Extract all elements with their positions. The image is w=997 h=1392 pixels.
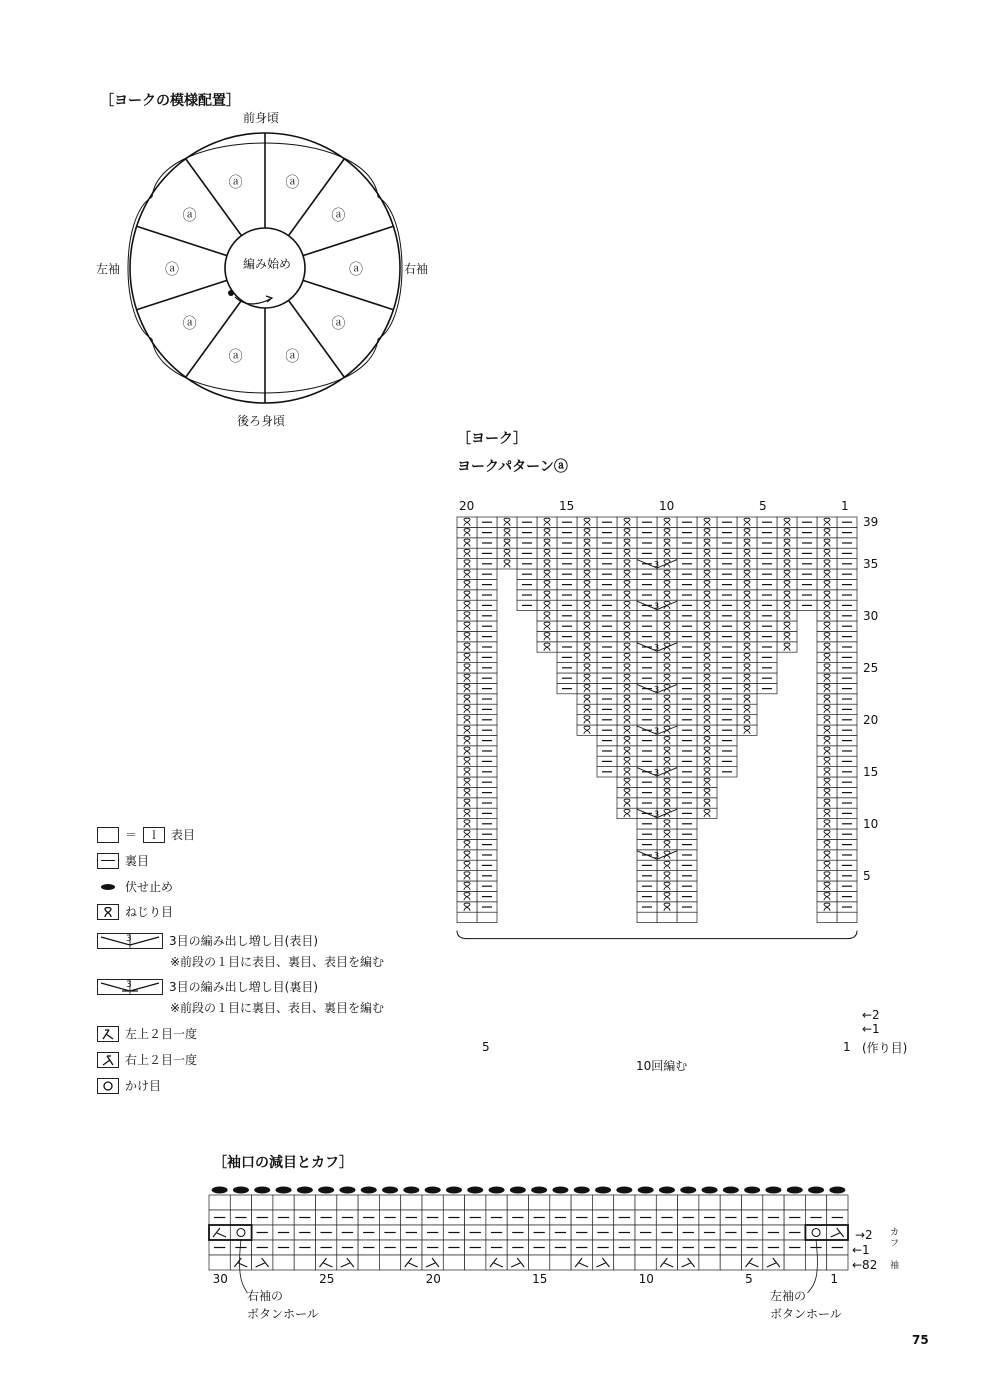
increase-mark-number: 3 xyxy=(654,851,660,861)
yarn-over-icon xyxy=(97,1078,119,1094)
bind-off-stitch xyxy=(233,1187,249,1194)
cuff-cell xyxy=(678,1195,699,1210)
cuff-row82-marker: ←82 xyxy=(852,1258,878,1272)
increase-purl-icon xyxy=(97,979,163,995)
yoke-top-number: 1 xyxy=(841,499,849,513)
cuff-column-number: 15 xyxy=(532,1272,548,1286)
yoke-row-number: 35 xyxy=(863,556,879,571)
bind-off-stitch xyxy=(254,1187,270,1194)
yoke-row-number: 5 xyxy=(863,868,871,883)
bind-off-stitch xyxy=(212,1187,228,1194)
legend-twisted xyxy=(97,903,173,920)
cuff-cell xyxy=(209,1255,230,1270)
legend-inc-purl-note: ※前段の１目に裏目、表目、裏目を編む xyxy=(170,1001,385,1015)
cuff-cell xyxy=(379,1195,400,1210)
cuff-cell xyxy=(805,1255,826,1270)
cuff-cell xyxy=(720,1195,741,1210)
cuff-cell xyxy=(379,1255,400,1270)
legend-knit-text: 表目 xyxy=(171,828,196,842)
cuff-cell xyxy=(784,1195,805,1210)
cuff-cell xyxy=(209,1195,230,1210)
yoke-cell xyxy=(837,912,857,922)
repeat-note: 10回編む xyxy=(632,1057,691,1074)
yoke-top-number: 5 xyxy=(759,499,767,513)
yoke-cell xyxy=(477,912,497,922)
bind-off-stitch xyxy=(276,1187,292,1194)
bind-off-stitch xyxy=(659,1187,675,1194)
legend-twisted-text: ねじり目 xyxy=(125,905,174,919)
sector-divider xyxy=(137,280,227,309)
bind-off-stitch xyxy=(297,1187,313,1194)
legend-yo xyxy=(97,1077,161,1094)
cuff-cell xyxy=(720,1255,741,1270)
bind-off-stitch xyxy=(382,1187,398,1194)
cuff-cell xyxy=(401,1255,422,1270)
cuff-cell xyxy=(763,1195,784,1210)
cuff-column-number: 1 xyxy=(830,1272,838,1286)
cuff-cell xyxy=(529,1255,550,1270)
sector-mark-a: ⓐ xyxy=(331,207,346,224)
repeat-bracket xyxy=(457,931,857,939)
yoke-pattern-chart xyxy=(440,490,960,1080)
legend-ssk-text: 右上２目一度 xyxy=(125,1053,198,1067)
cuff-cell xyxy=(529,1195,550,1210)
yoke-layout-heading: ［ヨークの模様配置］ xyxy=(100,93,240,109)
page-number: 75 xyxy=(912,1333,929,1347)
cuff-row2-marker: →2 xyxy=(855,1228,873,1242)
back-body-label: 後ろ身頃 xyxy=(237,414,286,428)
twisted-stitch-icon xyxy=(97,904,119,920)
yoke-top-number: 15 xyxy=(559,499,575,513)
yoke-cell xyxy=(817,912,837,922)
increase-mark-number: 3 xyxy=(654,601,660,611)
cuff-cell xyxy=(486,1195,507,1210)
cuff-cell xyxy=(422,1195,443,1210)
bind-off-stitch xyxy=(616,1187,632,1194)
yoke-row2-marker: ←2 xyxy=(862,1008,880,1022)
legend-purl-text: 裏目 xyxy=(125,854,150,868)
increase-mark-number: 3 xyxy=(654,560,660,569)
yoke-cell xyxy=(677,912,697,922)
cuff-cell xyxy=(230,1225,251,1240)
cuff-cell xyxy=(209,1225,230,1240)
cuff-column-number: 25 xyxy=(319,1272,335,1286)
increase-mark-number: 3 xyxy=(654,809,660,819)
right-sleeve-label: 右袖 xyxy=(404,262,429,276)
yoke-row-number: 39 xyxy=(863,515,879,529)
cuff-cell xyxy=(294,1195,315,1210)
cuff-cell xyxy=(656,1195,677,1210)
yoke-pattern-title: ヨークパターンⓐ xyxy=(457,459,568,475)
bind-off-stitch xyxy=(808,1187,824,1194)
bind-off-stitch xyxy=(361,1187,377,1194)
cuff-cell xyxy=(827,1195,848,1210)
bind-off-stitch xyxy=(552,1187,568,1194)
legend-inc-knit-note: ※前段の１目に表目、裏目、表目を編む xyxy=(170,955,385,969)
k2tog-icon xyxy=(97,1026,119,1042)
start-label: 編み始め xyxy=(243,257,292,271)
cuff-heading: ［袖口の減目とカフ］ xyxy=(213,1155,353,1171)
bind-off-stitch xyxy=(765,1187,781,1194)
sleeve-side-note: 袖 xyxy=(890,1261,900,1271)
cuff-cell xyxy=(571,1255,592,1270)
sector-mark-a: ⓐ xyxy=(182,207,197,224)
bind-off-stitch xyxy=(744,1187,760,1194)
cuff-cell xyxy=(273,1195,294,1210)
ssk-icon xyxy=(97,1052,119,1068)
cuff-cell xyxy=(507,1195,528,1210)
cuff-cell xyxy=(230,1195,251,1210)
cuff-cell xyxy=(358,1195,379,1210)
sector-mark-a: ⓐ xyxy=(285,174,300,191)
increase-purl-mark: 3 xyxy=(126,979,132,990)
sector-mark-a: ⓐ xyxy=(331,316,346,333)
increase-mark-number: 3 xyxy=(654,726,660,736)
start-dot xyxy=(228,290,234,296)
cuff-cell xyxy=(443,1255,464,1270)
cuff-cell xyxy=(337,1255,358,1270)
bind-off-stitch xyxy=(680,1187,696,1194)
purl-symbol-icon xyxy=(97,853,119,869)
sector-mark-a: ⓐ xyxy=(228,349,243,366)
bind-off-stitch xyxy=(723,1187,739,1194)
legend-purl xyxy=(97,852,149,869)
cuff-cell xyxy=(742,1195,763,1210)
sector-mark-a: ⓐ xyxy=(165,262,179,278)
sector-divider xyxy=(303,280,393,309)
cuff-cell xyxy=(273,1255,294,1270)
sector-mark-a: ⓐ xyxy=(285,349,300,366)
cuff-column-number: 5 xyxy=(745,1272,753,1286)
cuff-column-number: 10 xyxy=(638,1272,654,1286)
bind-off-icon xyxy=(97,884,119,890)
cuff-cell xyxy=(827,1255,848,1270)
yoke-cell xyxy=(657,912,677,922)
yoke-row-number: 25 xyxy=(863,660,879,675)
cuff-cell xyxy=(699,1195,720,1210)
yoke-cell xyxy=(457,912,477,922)
cuff-cell xyxy=(294,1255,315,1270)
cuff-cell xyxy=(763,1255,784,1270)
bind-off-stitch xyxy=(829,1187,845,1194)
right-buttonhole-line2: ボタンホール xyxy=(247,1307,319,1321)
cuff-cell xyxy=(422,1255,443,1270)
knit-box-icon: Ｉ xyxy=(143,827,165,843)
front-body-label: 前身頃 xyxy=(243,111,280,125)
cuff-cell xyxy=(486,1255,507,1270)
cuff-cell xyxy=(571,1195,592,1210)
cuff-cell xyxy=(465,1255,486,1270)
cuff-cell xyxy=(337,1195,358,1210)
bind-off-stitch xyxy=(446,1187,462,1194)
cuff-cell xyxy=(252,1195,273,1210)
cuff-cell xyxy=(614,1255,635,1270)
cuff-cell xyxy=(465,1195,486,1210)
bind-off-stitch xyxy=(595,1187,611,1194)
bind-off-stitch xyxy=(638,1187,654,1194)
legend-knit xyxy=(97,826,195,843)
increase-knit-mark: 3 xyxy=(126,933,132,944)
cuff-cell xyxy=(592,1195,613,1210)
legend-bind-off xyxy=(97,878,173,895)
sector-divider xyxy=(137,226,227,255)
legend-inc-knit-text: 3目の編み出し増し目(表目) xyxy=(169,934,318,948)
cast-on-note: (作り目) xyxy=(862,1041,908,1055)
cuff-side-note: カフ xyxy=(890,1228,900,1249)
legend-equals: ＝ xyxy=(125,828,138,842)
sector-divider xyxy=(303,226,393,255)
cuff-cell xyxy=(230,1255,251,1270)
cuff-column-number: 20 xyxy=(425,1272,441,1286)
bind-off-stitch xyxy=(489,1187,505,1194)
left-sleeve-label: 左袖 xyxy=(96,262,121,276)
cuff-cell xyxy=(699,1255,720,1270)
cuff-cell xyxy=(742,1255,763,1270)
increase-knit-icon xyxy=(97,933,163,949)
sector-mark-a: ⓐ xyxy=(349,262,363,278)
legend-inc-purl xyxy=(97,978,318,995)
bind-off-stitch xyxy=(702,1187,718,1194)
cuff-row1-marker: ←1 xyxy=(852,1243,870,1257)
cuff-cell xyxy=(656,1255,677,1270)
increase-mark-number: 3 xyxy=(654,684,660,694)
bind-off-stitch xyxy=(403,1187,419,1194)
yoke-top-number: 20 xyxy=(459,499,475,513)
sector-mark-a: ⓐ xyxy=(182,316,197,333)
legend-yo-text: かけ目 xyxy=(125,1079,162,1093)
cuff-cell xyxy=(635,1195,656,1210)
yoke-heading: ［ヨーク］ xyxy=(457,431,527,447)
yoke-row1-marker: ←1 xyxy=(862,1022,880,1036)
bind-off-stitch xyxy=(574,1187,590,1194)
yoke-row-number: 10 xyxy=(863,816,879,831)
sector-mark-a: ⓐ xyxy=(228,174,243,191)
legend-inc-knit xyxy=(97,932,318,949)
increase-mark-number: 3 xyxy=(654,643,660,653)
legend-k2tog-text: 左上２目一度 xyxy=(125,1027,198,1041)
legend-inc-purl-text: 3目の編み出し増し目(裏目) xyxy=(169,980,318,994)
cuff-cell xyxy=(592,1255,613,1270)
cuff-cell xyxy=(252,1255,273,1270)
yoke-row-number: 20 xyxy=(863,712,879,727)
cuff-cell xyxy=(316,1255,337,1270)
legend-bind-off-text: 伏せ止め xyxy=(125,880,174,894)
yoke-bottom-right-number: 1 xyxy=(843,1040,851,1054)
bind-off-stitch xyxy=(510,1187,526,1194)
cuff-cell xyxy=(316,1195,337,1210)
yoke-bottom-left-number: 5 xyxy=(482,1040,490,1054)
cuff-cell xyxy=(678,1255,699,1270)
cuff-cell xyxy=(358,1255,379,1270)
yoke-row-number: 30 xyxy=(863,608,879,623)
cuff-cell xyxy=(805,1225,826,1240)
cuff-cell xyxy=(635,1255,656,1270)
cuff-cell xyxy=(614,1195,635,1210)
bind-off-stitch xyxy=(531,1187,547,1194)
bind-off-stitch xyxy=(787,1187,803,1194)
right-buttonhole-line1: 右袖の xyxy=(247,1289,284,1303)
yoke-cell xyxy=(637,912,657,922)
cuff-column-number: 30 xyxy=(212,1272,228,1286)
increase-mark-number: 3 xyxy=(654,768,660,777)
legend-k2tog xyxy=(97,1025,197,1042)
cuff-cell xyxy=(550,1195,571,1210)
yoke-top-number: 10 xyxy=(659,499,675,513)
left-buttonhole-line2: ボタンホール xyxy=(770,1307,842,1321)
left-buttonhole-line1: 左袖の xyxy=(770,1289,807,1303)
bind-off-stitch xyxy=(318,1187,334,1194)
cuff-cell xyxy=(827,1225,848,1240)
knit-symbol-icon xyxy=(97,827,119,843)
bind-off-stitch xyxy=(339,1187,355,1194)
cuff-cell xyxy=(550,1255,571,1270)
cuff-cell xyxy=(507,1255,528,1270)
cuff-cell xyxy=(401,1195,422,1210)
legend-ssk xyxy=(97,1051,197,1068)
bind-off-stitch xyxy=(425,1187,441,1194)
cuff-cell xyxy=(805,1195,826,1210)
yoke-row-number: 15 xyxy=(863,764,879,779)
bind-off-stitch xyxy=(467,1187,483,1194)
cuff-cell xyxy=(784,1255,805,1270)
cuff-cell xyxy=(443,1195,464,1210)
